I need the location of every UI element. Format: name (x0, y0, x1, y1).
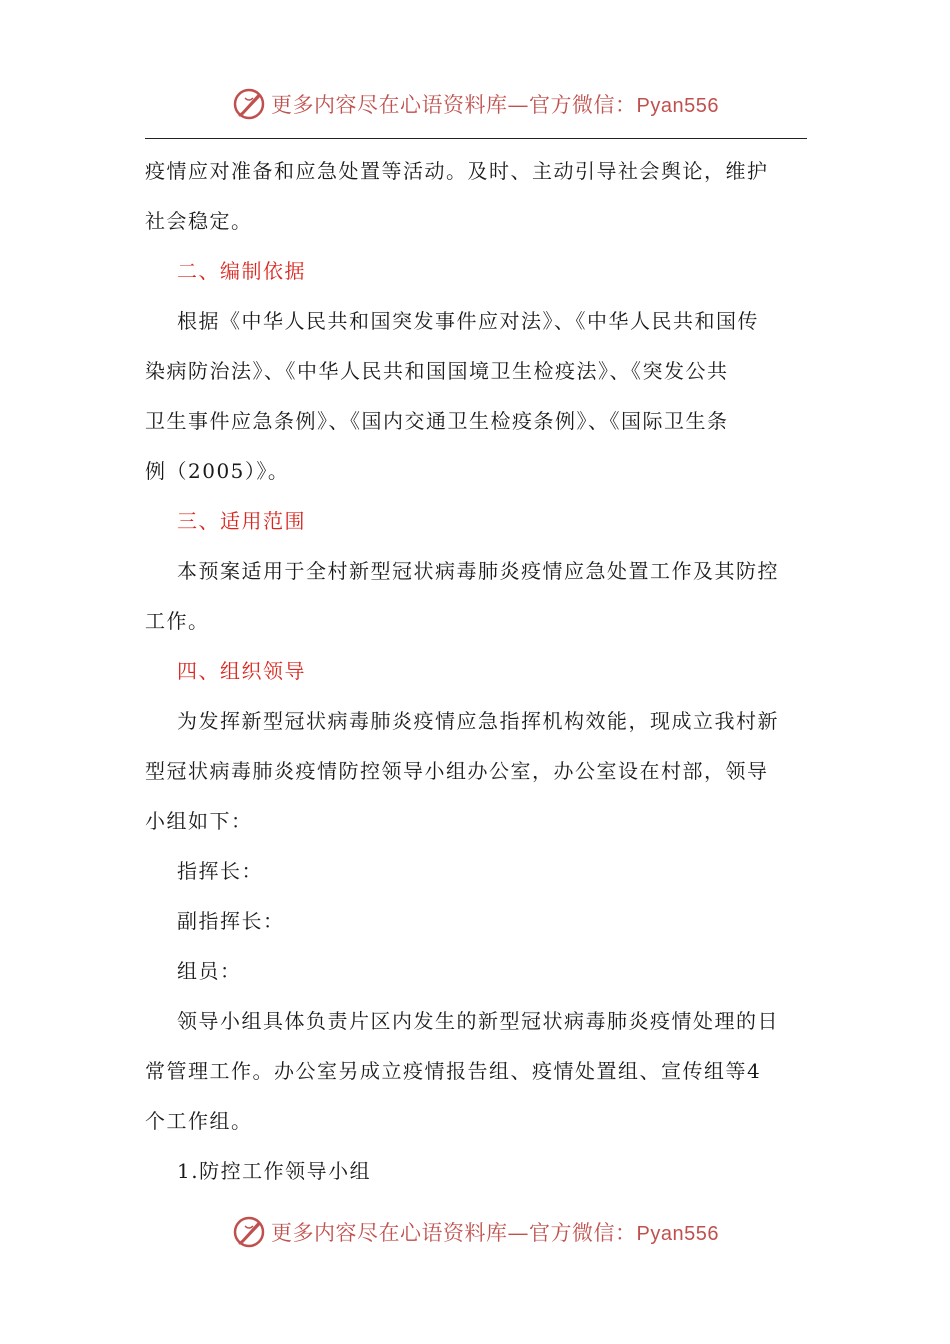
header-divider (145, 138, 807, 139)
banner-wechat-id: Pyan556 (636, 95, 719, 117)
text-line: 常管理工作。办公室另成立疫情报告组、疫情处置组、宣传组等4 (145, 1059, 762, 1083)
banner-text-cn: 更多内容尽在心语资料库—官方微信： (271, 1221, 637, 1245)
subsection-leading-group (145, 1146, 807, 1196)
section-heading-scope (145, 496, 807, 546)
text-line: 工作。 (145, 609, 210, 633)
text-line: 为发挥新型冠状病毒肺炎疫情应急指挥机构效能，现成立我村新 (177, 709, 779, 733)
text-line: 个工作组。 (145, 1109, 253, 1133)
banner-text (271, 89, 719, 119)
banner-text (271, 1217, 719, 1247)
quill-seal-icon (231, 86, 267, 122)
text-line: 型冠状病毒肺炎疫情防控领导小组办公室，办公室设在村部，领导 (145, 759, 769, 783)
heading-text: 四、组织领导 (177, 659, 306, 683)
text-line: 疫情应对准备和应急处置等活动。及时、主动引导社会舆论，维护 (145, 159, 769, 183)
paragraph-scope (145, 546, 807, 646)
text-line: 1.防控工作领导小组 (177, 1159, 372, 1183)
paragraph-basis (145, 296, 807, 496)
paragraph-intro-continued (145, 146, 807, 246)
text-line: 小组如下： (145, 809, 253, 833)
text-line: 副指挥长： (177, 909, 285, 933)
role-deputy-commander (145, 896, 807, 946)
text-line: 染病防治法》、《中华人民共和国国境卫生检疫法》、《突发公共 (145, 359, 729, 383)
header-banner (0, 84, 950, 124)
paragraph-responsibilities (145, 996, 807, 1146)
text-line: 根据《中华人民共和国突发事件应对法》、《中华人民共和国传 (177, 309, 759, 333)
section-heading-basis (145, 246, 807, 296)
role-commander (145, 846, 807, 896)
section-heading-organization (145, 646, 807, 696)
heading-text: 三、适用范围 (177, 509, 306, 533)
footer-banner (0, 1212, 950, 1252)
text-line: 卫生事件应急条例》、《国内交通卫生检疫条例》、《国际卫生条 (145, 409, 729, 433)
quill-seal-icon (231, 1214, 267, 1250)
text-line: 例（2005）》。 (145, 459, 290, 483)
document-body (145, 146, 807, 1196)
paragraph-organization (145, 696, 807, 846)
text-line: 领导小组具体负责片区内发生的新型冠状病毒肺炎疫情处理的日 (177, 1009, 779, 1033)
text-line: 本预案适用于全村新型冠状病毒肺炎疫情应急处置工作及其防控 (177, 559, 779, 583)
text-line: 组员： (177, 959, 242, 983)
role-members (145, 946, 807, 996)
banner-wechat-id: Pyan556 (636, 1223, 719, 1245)
heading-text: 二、编制依据 (177, 259, 306, 283)
text-line: 社会稳定。 (145, 209, 253, 233)
text-line: 指挥长： (177, 859, 263, 883)
banner-text-cn: 更多内容尽在心语资料库—官方微信： (271, 93, 637, 117)
